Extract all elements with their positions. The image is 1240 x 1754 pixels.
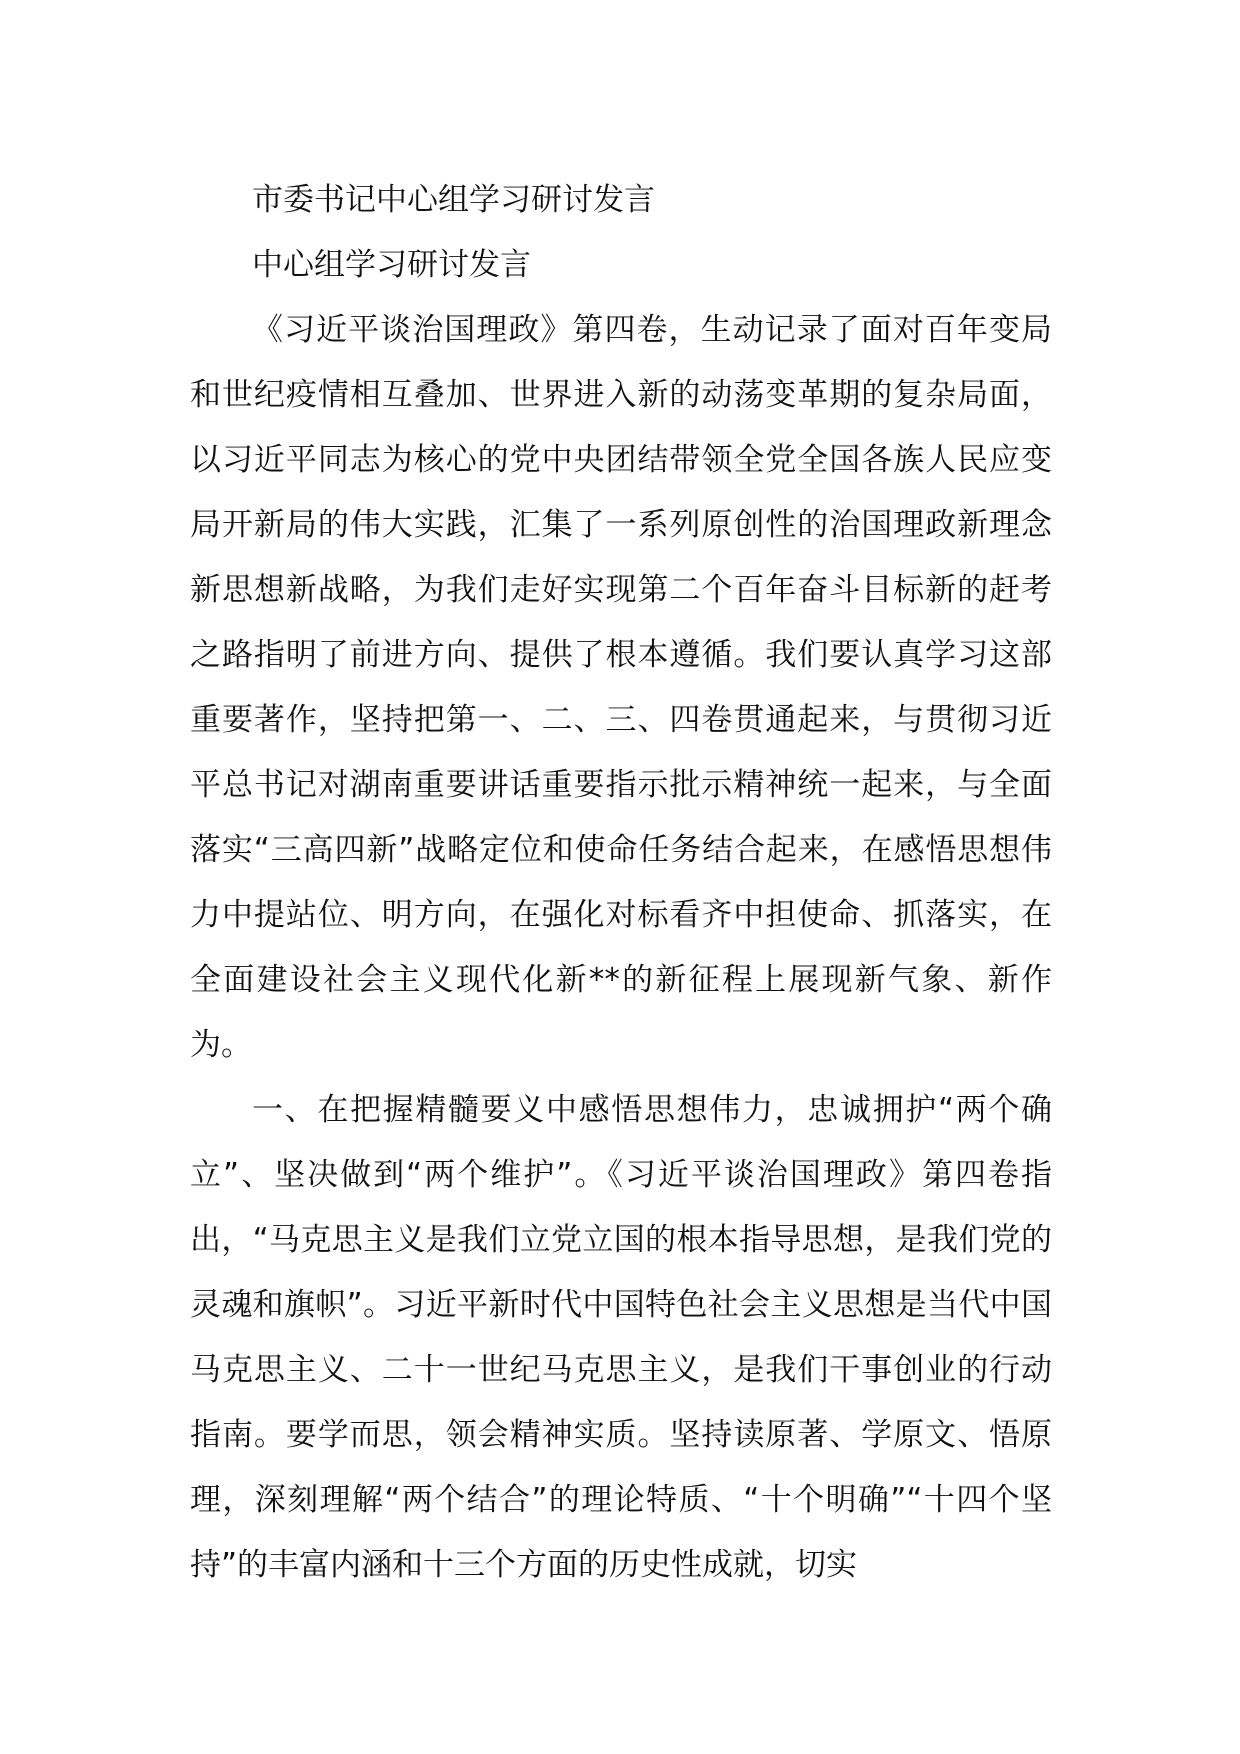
document-body [190,168,1052,1598]
document-subtitle: 中心组学习研讨发言 [252,247,531,283]
paragraph-intro: 《习近平谈治国理政》第四卷，生动记录了面对百年变局和世纪疫情相互叠加、世界进入新的动荡变革期的复杂局面，以习近平同志为核心的党中央团结带领全党全国各族人民应变局开新局的伟大实践，汇集了一系列原创性的治国理政新理念新思想新战略，为我们走好实现第二个百年奋斗目标新的赶考之路指明了前进方向、提供了根本遵循。我们要认真学习这部重要著作，坚持把第一、二、三、四卷贯通起来，与贯彻习近平总书记对湖南重要讲话重要指示批示精神统一起来，与全面落实“三高四新”战略定位和使命任务结合起来，在感悟思想伟力中提站位、明方向，在强化对标看齐中担使命、抓落实，在全面建设社会主义现代化新**的新征程上展现新气象、新作为。 [190,312,1052,1063]
document-title: 市委书记中心组学习研讨发言 [252,182,655,218]
paragraph-section-one: 一、在把握精髓要义中感悟思想伟力，忠诚拥护“两个确立”、坚决做到“两个维护”。《习近平谈治国理政》第四卷指出，“马克思主义是我们立党立国的根本指导思想，是我们党的灵魂和旗帜”。习近平新时代中国特色社会主义思想是当代中国马克思主义、二十一世纪马克思主义，是我们干事创业的行动指南。要学而思，领会精神实质。坚持读原著、学原文、悟原理，深刻理解“两个结合”的理论特质、“十个明确”“十四个坚持”的丰富内涵和十三个方面的历史性成就，切实 [190,1092,1052,1583]
